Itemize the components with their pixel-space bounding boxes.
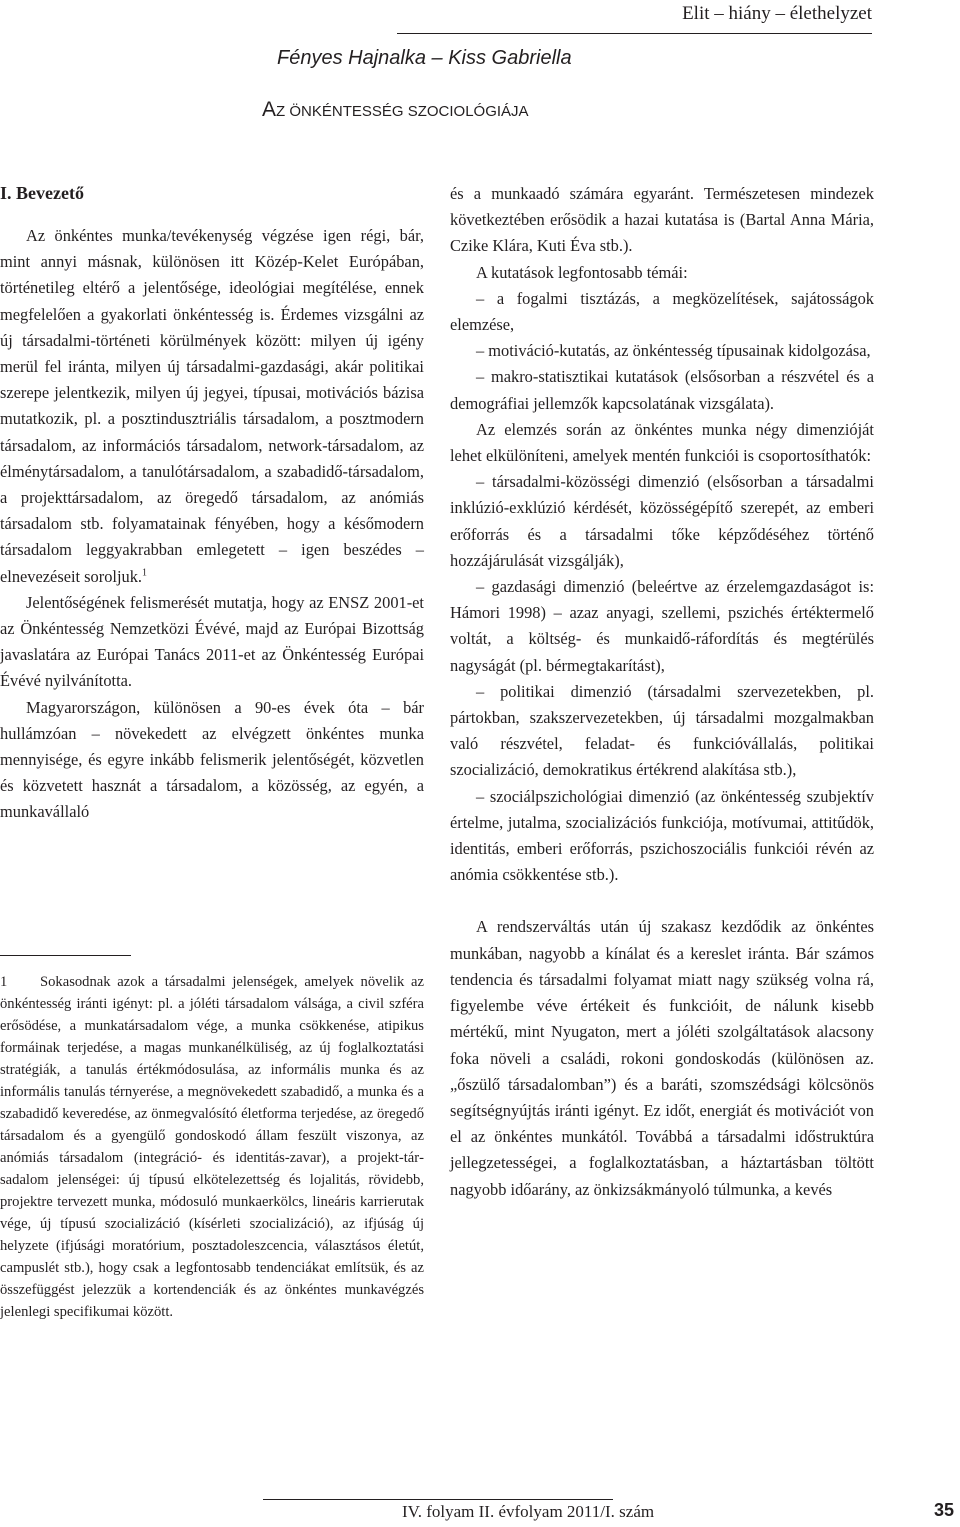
footnote-reference: 1 [142, 567, 148, 579]
footnote-number: 1 [0, 974, 8, 990]
page-number: 35 [933, 1500, 954, 1520]
topic-item: – motiváció-kutatás, az önkéntesség típusainak kidolgozása, [476, 341, 871, 361]
authors: Fényes Hajnalka – Kiss Gabriella [277, 47, 572, 69]
running-head: Elit – hiány – élethelyzet [682, 3, 872, 24]
footnote [0, 971, 424, 1323]
paragraph-gap [450, 888, 874, 914]
topic-item: – a fogalmi tisztázás, a megközelítések, sajátosságok elemzése, [450, 288, 874, 335]
significance-paragraph: Jelentőségének felismerését mutatja, hogy az ENSZ 2001-et az Önkéntesség Nemzetközi Évévé, majd az Európai Bizottság javaslatára az Európai Tanács 2011-et az Önkéntesség Európai Évévé nyilvánította. [0, 592, 424, 691]
intro-paragraph [0, 223, 424, 590]
title-initial: A [262, 98, 277, 121]
dimension-item: – politikai dimenzió (társadalmi szervezetekben, pl. pártokban, szakszervezetekben, új társadalmi mozgalmakban való részvétel, feladat- és funkcióvállalás, politikai szocializáció, demokratikus értékrend alakítása stb.), [450, 681, 874, 780]
topic-item: – makro-statisztikai kutatások (elsősorban a részvétel és a demográfiai jellemzők kapcsolatának vizsgálata). [450, 367, 874, 413]
right-column [450, 181, 874, 1203]
left-column [0, 181, 424, 826]
hungary-paragraph: Magyarországon, különösen a 90-es évek óta – bár hullámzóan – növekedett az elvégzett önkéntes munka mennyisége, és egyre inkább felismerik jelentőségét, közvetlen és közvetett hasznát a társadalom, a közösség, az egyén, a munkavállaló [0, 697, 424, 822]
intro-paragraph-text: Az önkéntes munka/tevékenység végzése igen régi, bár, mint annyi másnak, különösen itt Közép-Kelet Európában, történetileg eltérő a jelentősége, ideológiai megítélése, ennek megfelelően a gyakorlati önkéntesség is. Érdemes vizsgálni az új társadalmi-történeti körülmények között: milyen új igény merül fel iránta, milyen új társadalmi-gazdasági, akár politikai szerepe jelentkezik, milyen új jegyei, típusai, motivációs bázisa mutatkozik, pl. a posztindusztriális társadalom, a posztmodern társadalom, az információs társadalom, network-társadalom, az élménytársadalom, a tanulótársadalom, a szabadidő-társadalom, a projekttársadalom, az öregedő társadalom, az anómiás társadalom stb. folyamatainak fényében, hogy a későmodern társadalom leggyakrabban emlegetett – igen beszédes – elnevezéseit soroljuk. [0, 226, 424, 586]
footer-rule [263, 1499, 613, 1500]
dimension-item: – társadalmi-közösségi dimenzió (elsősorban a társadalmi inklúzió-exklúzió kérdését, közösségépítő szerepét, az emberi erőforrás és a társadalmi tőke képződéséhez történő hozzájárulását vizsgálják), [450, 472, 874, 570]
journal-issue: IV. folyam II. évfolyam 2011/I. szám [402, 1502, 655, 1521]
header-rule [397, 33, 872, 34]
closing-paragraph: A rendszerváltás után új szakasz kezdődik az önkéntes munkában, nagyobb a kínálat és a kereslet iránta. Bár számos tendencia és társadalmi folyamat miatt nagy szükség volna rá, figyelembe véve értékeit és funkcióit, de nálunk kisebb mértékű, mint Nyugaton, mert a jóléti szolgáltatások alacsony foka növeli a családi, rokoni gondoskodás (különösen az. „őszülő társadalomban”) és a baráti, szomszédsági kölcsönös segítségnyújtás iránti igényt. Ez időt, energiát és motivációt von el az önkéntes munkától. Továbbá a társadalmi időstruktúra jellegzetességei, a foglalkoztatásban, a háztartásban töltött nagyobb időarány, az önkizsákmányoló túlmunka, a kevés [450, 917, 874, 1199]
dimension-item: – szociálpszichológiai dimenzió (az önkéntesség szubjektív értelme, jutalma, szocializációs funkciója, motívumai, attitűdök, identitás, emberi erőforrás, pszichoszociális funkciói révén az anómia csökkentése stb.). [450, 786, 874, 885]
dimensions-intro: Az elemzés során az önkéntes munka négy dimenzióját lehet elkülöníteni, amelyek mentén funkciói is csoportosíthatók: [450, 419, 874, 466]
dimension-item: – gazdasági dimenzió (beleértve az érzelemgazdaságot is: Hámori 1998) – azaz anyagi, szellemi, pszichés értéktermelő voltát, a költség- és munkaidő-ráfordítás és megtérülés nagyságát (pl. bérmegtakarítást), [450, 577, 874, 675]
footnote-rule [0, 955, 131, 956]
topics-intro: A kutatások legfontosabb témái: [476, 262, 688, 282]
article-title [262, 98, 529, 122]
footnote-text: Sokasodnak azok a társadalmi jelenségek, amelyek növelik az önkéntesség iránti igényt: pl. a jóléti társadalom válsága, a civil szféra erősödése, a munkatársadalom vége, a munka csökkenése, atipikus formáinak terjedése, a magas munkanélküliség, az új foglalkoztatási stratégiák, a tanulás értékmódosulása, az informális munka és az informális tanulás térnyerése, a megnövekedett szabadidő, a munka és a szabadidő keveredése, az önmegvalósító életforma terjedése, az öregedő társadalom és a gyengülő gondoskodó állam feszült viszonya, az anómiás társadalom (integráció- és identitás-zavar), a projekt-társadalom jelenségei: új típusú elkötelezettség és lojalitás, rövidebb, projektre tervezett munka, módosuló munkaerkölcs, lineáris karrierutak vége, új típusú szocializáció (kísérleti szocializáció), az ifjúság új helyzete (ifjúsági moratórium, posztadoleszcencia, választásos életút, campuslét stb.), hogy csak a legfontosabb tendenciákat említsük, és az összefüggést jelezzük a kortendenciák és az önkéntes munkavégzés jelenlegi specifikumai között. [0, 974, 424, 1320]
continuation-paragraph: és a munkaadó számára egyaránt. Természetesen mindezek következtében erősödik a hazai kutatása is (Bartal Anna Mária, Czike Klára, Kuti Éva stb.). [450, 184, 874, 256]
title-small-caps: Z ÖNKÉNTESSÉG SZOCIOLÓGIÁJA [276, 103, 529, 120]
section-heading: I. Bevezető [0, 183, 84, 203]
